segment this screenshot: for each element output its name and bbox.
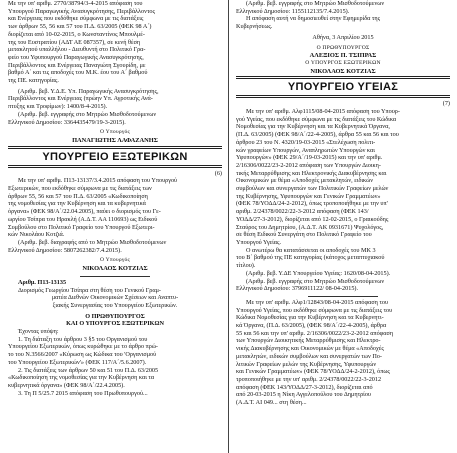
text-line: της του Ευστρατίου (ΑΔΤ ΑΕ 087357), σε κενή θέση [8, 38, 141, 46]
text-line: (Π.Δ. 63/2005) (ΦΕΚ 98/Α΄/22-4-2005), άρθρα 55 και 56 και του [236, 131, 399, 139]
text-line: Η απόφαση αυτή να δημοσιευθεί στην Εφημερίδα της [246, 15, 381, 23]
right-top [236, 0, 450, 31]
text-line: του Β΄ βαθμού της ΠΕ κατηγορίας (κάτοχος μεταπτυχιακού [236, 254, 385, 262]
text-line: κών γραφείων Υπουργών, Αναπληρωτών Υπουργών και [236, 146, 375, 154]
pm-subheading: ΚΑΙ Ο ΥΠΟΥΡΓΟΣ ΕΞΩΤΕΡΙΚΩΝ [66, 320, 164, 328]
text-line: (Αριθμ. βεβ. Υ.Δ.Ε. Υπ. Παραγωγικής Ανασυγκρότησης, [18, 87, 159, 95]
text-line: Κυβερνήσεως. [236, 23, 273, 31]
text-line: μετακλητών, ειδικών συμβούλων και συνεργατών των Πο- [236, 352, 382, 360]
decision-subject [8, 287, 222, 310]
text-line: της ΠΕ. κατηγορίας. [8, 77, 59, 85]
minister-name: ΝΙΚΟΛΑΟΣ ΚΟΤΖΙΑΣ [310, 67, 376, 75]
text-line: συμβούλων και συνεργατών των Πολιτικών Γραφείων μελών [236, 185, 389, 193]
text-line: Σταύρος του Δημητρίου, (Α.Δ.Τ. ΑΚ 0931671) Ψυχολόγος, [236, 223, 384, 231]
signer-title: Ο Υπουργός [100, 129, 130, 136]
signer-name: ΝΙΚΟΛΑΟΣ ΚΟΤΖΙΑΣ [82, 265, 148, 273]
text-line: (ΦΕΚ 78/ΥΟΔΔ/24-2-2012), όπως τροποποιήθηκε με την υπ' [236, 200, 388, 208]
text-line: Με την υπ' αριθμ. Αλφ1/12843/08-04-2015 απόφαση του [246, 298, 389, 306]
text-line: Με την υπ' αριθμ. Π13-13137/3.4.2015 απόφαση του Υπουργού [18, 177, 178, 185]
signer-title: Ο Υπουργός [100, 257, 130, 264]
text-line: Υπουργείου Εξωτερικών, όπως κυρώθηκε με το άρθρο πρώ- [8, 343, 158, 351]
text-line: βαθμό Α΄ και τις αποδοχές του Μ.Κ. έου του Α΄ βαθμού [8, 69, 148, 77]
text-line: Οικονομικών με θέμα «Αποδοχές μετακλητών, ειδικών [236, 177, 373, 185]
text-line: των Υπουργών Διοικητικής Μεταρρύθμισης και Ηλεκτρο- [236, 337, 381, 345]
health-paragraph-2 [236, 299, 450, 407]
text-line: άρθρων 55, 56 και 57 του Π.Δ. 63/2005 «Κωδικοποίηση [8, 192, 148, 200]
text-line: Υπουργού Υγείας, που εκδόθηκε σύμφωνα με τις διατάξεις του [236, 306, 393, 314]
text-line: Ο ανωτέρω θα κατατάσσεται οι αποδοχές του ΜΚ 3 [246, 246, 376, 254]
certification-line: (Αριθμ. βεβ. Υ.ΔΕ Υπουργείου Υγείας: 1620/08-04-2015). [246, 269, 391, 277]
text-line: (Αριθμ. βεβ. εγγραφής στο Μητρώο Μισθοδοτούμενων [246, 0, 385, 7]
date-line: Αθήνα, 3 Απριλίου 2015 [312, 33, 374, 41]
text-line: Ελληνικού Δημοσίου: 3364435479/19-3-2015). [8, 118, 126, 126]
text-line: σε θέση Ειδικού Συνεργάτη στο Πολιτικό Γραφείο του [236, 231, 372, 239]
text-line: Νομοθεσίας για την Κυβέρνηση και τα Κυβερνητικά Όργανα, [236, 123, 390, 131]
text-line: Περιβάλλοντος και Ενέργειας Παναγιώτη Σγουρίδη, με [8, 61, 146, 69]
text-line: Εξωτερικών, που εκδόθηκε σύμφωνα με τις διατάξεις των [8, 185, 152, 193]
ministry-heading: ΥΠΟΥΡΓΕΙΟ ΥΓΕΙΑΣ [287, 81, 399, 94]
text-line: «Κωδικοποίηση της νομοθεσίας για την Κυβέρνηση και τα [8, 374, 155, 382]
text-line: φείο του Υφυπουργού Παραγωγικής Ανασυγκρότησης, [8, 53, 144, 61]
section-rule [8, 165, 222, 168]
text-line: του Υπουργείου Εξωτερικών'» (ΦΕΚ 117/Α΄/5.6.2007). [8, 358, 147, 366]
text-line: Υπουργού Παραγωγικής Ανασυγκρότησης, Περιβάλλοντος [8, 7, 155, 15]
text-line: από 20-03-2015 η Νίκη Αγγελοπούλου του Δημητρίου [236, 391, 371, 399]
text-line: και Ενέργειας που εκδόθηκε σύμφωνα με τις διατάξεις [8, 15, 144, 23]
health-paragraph [236, 108, 450, 270]
text-line: πτυξης και Τροφίμων): 1400/8-4-2015). [8, 103, 108, 111]
separator [308, 296, 378, 297]
considerations-list [8, 336, 222, 398]
right-column [236, 0, 450, 453]
text-line: των άρθρων 55, 56 και 57 του Π.Δ. 63/2005 (ΦΕΚ 98 Α΄) [8, 23, 152, 31]
text-line: Περιβάλλοντος και Ενέργειας (πρώην Υπ. Αγροτικής Ανά- [8, 95, 153, 103]
text-line: 55 και 56 και την υπ' αριθμ. 2/16306/0022/23-2-2012 απόφαση [236, 329, 394, 337]
signer-name: ΠΑΝΑΓΙΩΤΗΣ ΛΑΦΑΖΑΝΗΣ [72, 136, 158, 144]
column-divider [228, 0, 229, 453]
text-line: αριθμ. 2/24378/0022/22-3-2012 απόφαση (ΦΕΚ 143/ [236, 208, 369, 216]
left-column [8, 0, 222, 453]
text-line: της νομοθεσίας για την Κυβέρνηση και τα κυβερνητικά [8, 200, 146, 208]
text-line: (Α.Δ.Τ. ΑΙ 049... στη θέση... [236, 399, 307, 407]
text-line: Συμβούλου στο Πολιτικό Γραφείο του Υπουργού Εξωτερι- [8, 223, 155, 231]
pm-heading: Ο ΠΡΩΘΥΠΟΥΡΓΟΣ [85, 312, 145, 320]
text-line: (Αριθμ. βεβ. διαγραφής από το Μητρώο Μισθοδοτούμενων [18, 238, 167, 246]
ext-paragraph-2 [8, 239, 222, 254]
text-line: τίτλου). [236, 262, 256, 270]
text-line: διορίζεται από 10-02-2015, ο Κωνσταντίνος Μπουλμέ- [8, 30, 145, 38]
text-line: της Κυβέρνησης, Υφυπουργών και Γενικών Γραμματέων» [236, 192, 381, 200]
text-line: κυβερνητικά όργανα» (ΦΕΚ 98/Α΄/22.4.2005). [8, 381, 125, 389]
text-line: και Γενικών Γραμματέων» (ΦΕΚ 78/ΥΟΔΔ/24-2-2012), όπως [236, 368, 390, 376]
text-line: Υπουργού Υγείας. [236, 238, 282, 246]
left-paragraph-3 [8, 111, 222, 126]
section-rule [236, 76, 450, 79]
text-line: Με την υπ' αριθμ. 2770/38794/3-4-2015 απόφαση του [8, 0, 143, 7]
text-line: 3. Τη Π 5/25.7 2015 απόφαση του Πρωθυπουργού... [18, 389, 148, 397]
having-regard: Έχοντας υπόψη: [18, 328, 59, 336]
text-line: όργανα» (ΦΕΚ 98/Α΄/22.04.2005), παύει ο διορισμός του Γε- [8, 208, 161, 216]
text-line: ΥΟΔΔ/27-3-2012), διορίζεται από 12-02-2015, ο Γραικούδης [236, 215, 389, 223]
text-line: ωργίου Τσίπρα του Ηρακλή (Α.Δ.Τ. ΑΑ 110693) ως Ειδικού [8, 215, 158, 223]
ministry-heading: ΥΠΟΥΡΓΕΙΟ ΕΞΩΤΕΡΙΚΩΝ [42, 150, 188, 163]
text-line: Υφυπουργών» (ΦΕΚ 29/Α΄/19-03-2015) και την υπ' αριθμ. [236, 154, 383, 162]
decision-number: Αριθμ. Π13-13135 [18, 278, 67, 286]
certification-2 [236, 278, 450, 293]
pm-name: ΑΛΕΞΙΟΣ Π. ΤΣΙΠΡΑΣ [309, 52, 377, 60]
text-line: τροποποιήθηκε με την υπ' αριθμ. 2/24378/0022/22-3-2012 [236, 375, 382, 383]
ext-paragraph [8, 177, 222, 239]
left-paragraph-2 [8, 88, 222, 111]
text-line: μετακλητού υπαλλήλου - Διευθυντή στο Πολιτικό Γρα- [8, 46, 146, 54]
text-line: απόφαση (ΦΕΚ 143/ΥΟΔΔ/27-3-2012), διορίζεται από [236, 383, 373, 391]
text-line: ματέα Διεθνών Οικονομικών Σχέσεων και Αναπτυ- [51, 294, 179, 302]
text-line: (Αριθμ. βεβ. εγγραφής στο Μητρώο Μισθοδοτούμενων [18, 110, 157, 118]
text-line: 1. Τη διάταξη του άρθρου 3 §5 του Οργανισμού του [18, 335, 148, 343]
text-line: Κώδικα Νομοθεσίας για την Κυβέρνηση και τα Κυβερνητι- [236, 314, 384, 322]
text-line: άρθρου 23 του Ν. 4320/19-03-2015 «Στελέχωση πολιτι- [236, 138, 376, 146]
text-line: γού Υγείας, που εκδόθηκε σύμφωνα με τις διατάξεις του Κώδικα [236, 115, 397, 123]
text-line: Ελληνικού Δημοσίου: 5807262382/7.4.2015). [8, 246, 122, 254]
text-line: λιτικών Γραφείων μελών της Κυβέρνησης, Υφυπουργών [236, 360, 377, 368]
text-line: Ελληνικού Δημοσίου: 1155112135/7.4.2015). [236, 7, 350, 15]
section-number: (7) [442, 100, 450, 108]
text-line: τικής Μεταρρύθμισης και Ηλεκτρονικής Διακυβέρνησης και [236, 169, 387, 177]
text-line: Με την υπ' αριθμ. Αλφ1115/08-04-2015 απόφαση του Υπουρ- [246, 108, 400, 116]
pm-title: Ο ΠΡΩΘΥΠΟΥΡΓΟΣ [316, 44, 370, 51]
text-line: (Αριθμ. βεβ. εγγραφής στο Μητρώο Μισθοδοτούμενων [246, 277, 385, 285]
text-line: νικής Διακυβέρνησης και Οικονομικών με θέμα «Αποδοχές [236, 345, 384, 353]
text-line: ξιακής Συνεργασίας του Υπουργείου Εξωτερικών. [52, 301, 178, 309]
section-rule [8, 146, 222, 149]
left-paragraph-1 [8, 0, 222, 85]
text-line: 2. Τις διατάξεις των άρθρων 50 και 51 του Π.Δ. 63/2005 [18, 366, 159, 374]
minister-title: Ο ΥΠΟΥΡΓΟΣ ΕΞΩΤΕΡΙΚΩΝ [305, 59, 381, 66]
section-number: (6) [214, 169, 222, 177]
text-line: κά Όργανα, (Π.Δ. 63/2005), (ΦΕΚ 98/Α΄/22-4-2005), άρθρα [236, 322, 387, 330]
text-line: το του Ν.3566/2007 «Κύρωση ως Κώδικα του 'Οργανισμού [8, 351, 157, 359]
separator [80, 276, 150, 277]
section-rule [236, 95, 450, 98]
text-line: κών Νικολάου Κοτζιά. [8, 231, 65, 239]
text-line: 2/16306/0022/23-2-2012 απόφαση των Υπουργών Διοικη- [236, 161, 381, 169]
text-line: Ελληνικού Δημοσίου: 3796911122/ 08-04-2015). [236, 285, 359, 293]
text-line: Διορισμός Γεωργίου Τσίπρα στη θέση του Γενικού Γραμ- [18, 286, 161, 294]
